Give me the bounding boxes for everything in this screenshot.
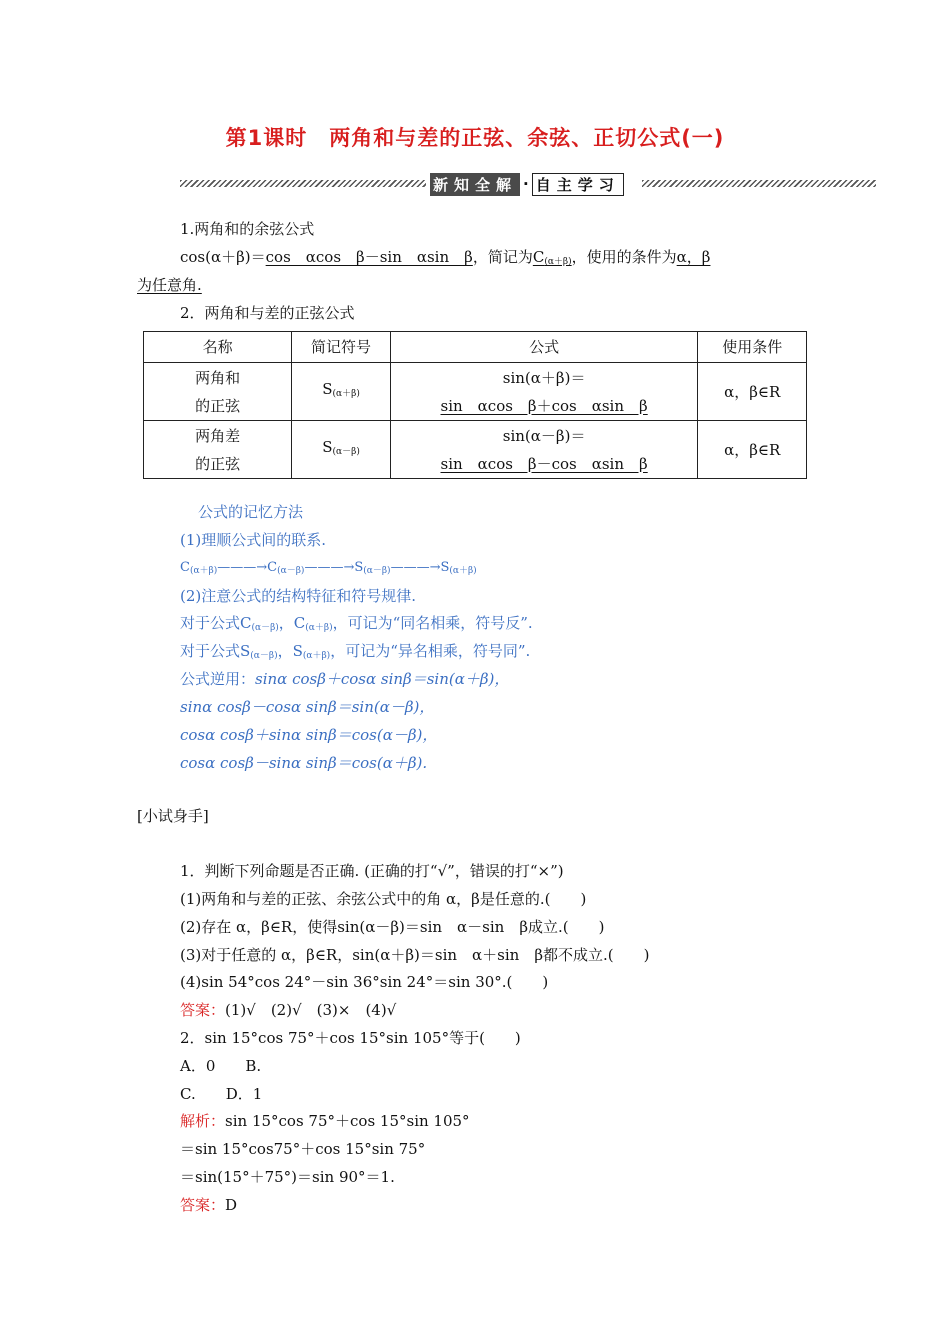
solution-line-3: ＝sin(15°＋75°)＝sin 90°＝1.: [180, 1168, 395, 1186]
row-condition: α，β∈R: [698, 363, 807, 421]
sec1-heading: 1.两角和的余弦公式: [180, 220, 315, 238]
table-row: [144, 363, 807, 421]
answer-2: 答案：D: [180, 1196, 238, 1214]
table-header-row: [144, 332, 807, 363]
row-symbol: $S_{(\alpha-\beta)}$: [292, 421, 391, 479]
q2-options-cd: C. D．1: [180, 1085, 263, 1103]
banner-label-right: 自主学习: [532, 173, 624, 196]
memory-p8: cosα cosβ－sinα sinβ＝cos(α＋β).: [180, 754, 428, 772]
header-symbol: 简记符号: [292, 332, 391, 363]
sec1-formula-line: [180, 243, 710, 276]
memory-heading: 公式的记忆方法: [198, 503, 304, 521]
banner-label-left: 新知全解: [430, 173, 520, 196]
row-name: 两角和 的正弦: [144, 363, 292, 421]
page-title: 第1课时 两角和与差的正弦、余弦、正切公式(一): [225, 126, 725, 150]
cos-sum-rhs: cos αcos β－sin αsin β: [265, 248, 473, 266]
formula-chain: $C_{(\alpha+\beta)}———\to C_{(\alpha-\beta)}———\to S_{(\alpha-\beta)}———\to S_{(\alpha+\beta)}$: [180, 560, 477, 576]
solution-line-1: 解析：sin 15°cos 75°＋cos 15°sin 105°: [180, 1112, 470, 1130]
hatch-right: [642, 180, 876, 187]
memory-p2: (2)注意公式的结构特征和符号规律.: [180, 587, 417, 605]
formula-table: [143, 331, 807, 479]
solution-line-2: ＝sin 15°cos75°＋cos 15°sin 75°: [180, 1140, 426, 1158]
q1: 1．判断下列命题是否正确. (正确的打“√”，错误的打“×”): [180, 862, 564, 880]
memory-p4: 对于公式$S_{(\alpha-\beta)}$，$S_{(\alpha+\beta)}$，可记为“异名相乘，符号同”.: [180, 642, 531, 661]
memory-p6: sinα cosβ－cosα sinβ＝sin(α－β)，: [180, 698, 435, 716]
condition-text: ，使用的条件为: [571, 248, 677, 266]
row-condition: α，β∈R: [698, 421, 807, 479]
chain-arrow: ———→: [217, 560, 268, 575]
q2-options-ab: A．0 B.: [180, 1057, 262, 1075]
abbr-symbol: $C_{(\alpha+\beta)}$: [532, 248, 572, 267]
row-symbol: $S_{(\alpha+\beta)}$: [292, 363, 391, 421]
row-name: 两角差 的正弦: [144, 421, 292, 479]
q2: 2．sin 15°cos 75°＋cos 15°sin 105°等于( ): [180, 1029, 521, 1047]
chain-arrow: ———→: [304, 560, 355, 575]
memory-p5: 公式逆用：sinα cosβ＋cosα sinβ＝sin(α＋β)，: [180, 670, 510, 688]
abbr-text: ，简记为: [472, 248, 533, 266]
memory-p7: cosα cosβ＋sinα sinβ＝cos(α－β)，: [180, 726, 438, 744]
q1-a: (1)两角和与差的正弦、余弦公式中的角 α，β是任意的.( ): [180, 890, 587, 908]
hatch-left: [180, 180, 426, 187]
banner-badges: [430, 172, 624, 196]
row-formula: sin(α－β)＝ sin αcos β－cos αsin β: [390, 421, 698, 479]
banner-dot: ·: [523, 175, 529, 193]
q1-d: (4)sin 54°cos 24°－sin 36°sin 24°＝sin 30°.( ): [180, 973, 549, 991]
header-name: 名称: [144, 332, 292, 363]
condition-vars: α，β: [676, 248, 711, 266]
memory-p1: (1)理顺公式间的联系.: [180, 531, 327, 549]
row-formula: sin(α＋β)＝ sin αcos β＋cos αsin β: [390, 363, 698, 421]
table-row: [144, 421, 807, 479]
header-condition: 使用条件: [698, 332, 807, 363]
sec1-line2: 为任意角.: [137, 276, 202, 294]
answer-1: 答案：(1)√ (2)√ (3)× (4)√: [180, 1001, 397, 1019]
q1-c: (3)对于任意的 α，β∈R，sin(α＋β)＝sin α＋sin β都不成立.( ): [180, 946, 650, 964]
chain-arrow: ———→: [390, 560, 441, 575]
header-formula: 公式: [390, 332, 698, 363]
sec2-heading: 2．两角和与差的正弦公式: [180, 304, 355, 322]
cos-sum-lhs: cos(α＋β)＝: [180, 248, 266, 266]
q1-b: (2)存在 α，β∈R，使得sin(α－β)＝sin α－sin β成立.( ): [180, 918, 605, 936]
practice-heading: [小试身手]: [137, 807, 209, 825]
section-banner: [180, 172, 876, 196]
memory-p3: 对于公式$C_{(\alpha-\beta)}$，$C_{(\alpha+\beta)}$，可记为“同名相乘，符号反”.: [180, 614, 533, 633]
